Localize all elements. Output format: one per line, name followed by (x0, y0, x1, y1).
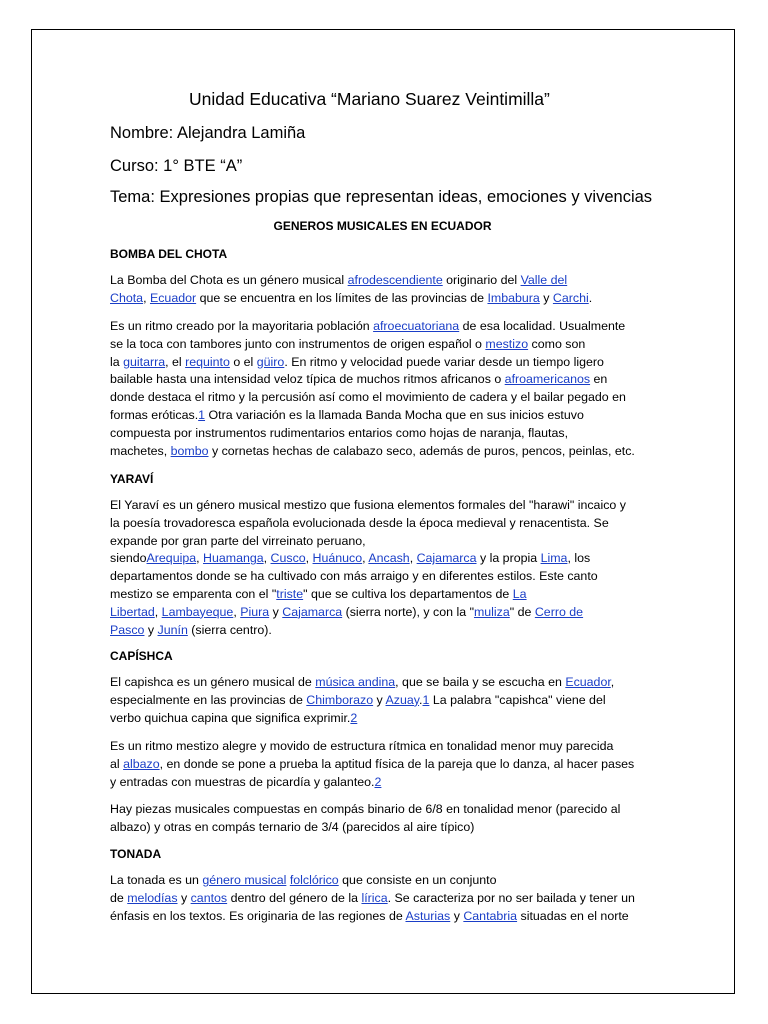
hyperlink[interactable]: Pasco (110, 622, 145, 637)
paragraph (110, 738, 655, 791)
hyperlink[interactable]: Ancash (368, 551, 410, 566)
hyperlink[interactable]: Ecuador (149, 290, 197, 305)
paragraph-line: y entradas con muestras de picardía y galanteo.2 (110, 774, 382, 789)
hyperlink[interactable]: Carchi (552, 290, 589, 305)
hyperlink[interactable]: 1 (198, 407, 206, 422)
hyperlink[interactable]: Cusco (270, 551, 306, 566)
hyperlink[interactable]: género musical (202, 873, 287, 887)
paragraph-line: Es un ritmo mestizo alegre y movido de estructura rítmica en tonalidad menor muy parecida (110, 739, 614, 753)
paragraph-line: El capishca es un género musical de música andina, que se baila y se escucha en Ecuador, (110, 675, 615, 689)
hyperlink[interactable]: Arequipa (146, 551, 197, 566)
hyperlink[interactable]: requinto (185, 354, 230, 369)
paragraph-line: énfasis en los textos. Es originaria de las regiones de Asturias y Cantabria situadas en el norte (110, 908, 629, 923)
hyperlink[interactable]: Cajamarca (282, 604, 343, 619)
paragraph-line: compuesta por instrumentos rudimentarios entarios como hojas de naranja, flautas, (110, 425, 569, 440)
hyperlink[interactable]: Libertad (110, 604, 155, 619)
paragraph (110, 318, 655, 460)
paragraph-line: El Yaraví es un género musical mestizo que fusiona elementos formales del "harawi" incaico y (110, 498, 626, 512)
hyperlink[interactable]: Valle del (520, 273, 568, 287)
paragraph-line: la poesía trovadoresca española evolucionada desde la época medieval y renacentista. Se (110, 515, 609, 530)
hyperlink[interactable]: Imbabura (487, 290, 540, 305)
paragraph-line: albazo) y otras en compás ternario de 3/4 (parecidos al aire típico) (110, 819, 475, 834)
paragraph-line: se la toca con tambores junto con instrumentos de origen español o mestizo como son (110, 336, 586, 351)
paragraph-line: La tonada es un género musical folclórico que consiste en un conjunto (110, 873, 497, 887)
paragraph-line: mestizo se emparenta con el "triste" que se cultiva los departamentos de La (110, 586, 527, 601)
hyperlink[interactable]: Cerro de (534, 604, 584, 619)
hyperlink[interactable]: 2 (350, 710, 358, 725)
hyperlink[interactable]: Chimborazo (306, 692, 374, 707)
hyperlink[interactable]: muliza (473, 604, 510, 619)
paragraph-line: Pasco y Junín (sierra centro). (110, 622, 272, 637)
hyperlink[interactable]: bombo (170, 443, 209, 458)
hyperlink[interactable]: Lambayeque (161, 604, 234, 619)
hyperlink[interactable]: música andina (315, 675, 396, 689)
document-heading: GENEROS MUSICALES EN ECUADOR (273, 219, 492, 233)
school-title: Unidad Educativa “Mariano Suarez Veintimilla” (189, 89, 550, 109)
paragraph-line: verbo quichua capina que significa exprimir.2 (110, 710, 358, 725)
hyperlink[interactable]: lírica (361, 890, 388, 905)
paragraph-line: bailable hasta una intensidad veloz típica de muchos ritmos africanos o afroamericanos en (110, 372, 608, 387)
paragraph-line: La Bomba del Chota es un género musical afrodescendiente originario del Valle del (110, 273, 568, 287)
paragraph (110, 497, 655, 639)
hyperlink[interactable]: afrodescendiente (347, 273, 443, 287)
hyperlink[interactable]: afroamericanos (504, 372, 591, 387)
hyperlink[interactable]: Lima (540, 551, 568, 566)
paragraph-line: departamentos donde se ha cultivado con más arraigo y en diferentes estilos. Este canto (110, 569, 598, 584)
paragraph-line: Chota, Ecuador que se encuentra en los límites de las provincias de Imbabura y Carchi. (110, 290, 593, 305)
paragraph-line: Es un ritmo creado por la mayoritaria población afroecuatoriana de esa localidad. Usualmente (110, 319, 626, 333)
hyperlink[interactable]: güiro (256, 354, 285, 369)
hyperlink[interactable]: Asturias (405, 908, 451, 923)
paragraph-line: machetes, bombo y cornetas hechas de calabazo seco, además de puros, pencos, peinlas, etc. (110, 443, 635, 458)
hyperlink[interactable]: Azuay (385, 692, 420, 707)
paragraph-line: formas eróticas.1 Otra variación es la llamada Banda Mocha que en sus inicios estuvo (110, 407, 584, 422)
hyperlink[interactable]: Cantabria (463, 908, 518, 923)
section-title-capishca: CAPÍSHCA (110, 649, 173, 663)
paragraph-line: de melodías y cantos dentro del género de la lírica. Se caracteriza por no ser bailada y tener un (110, 890, 635, 905)
section-title-bomba: BOMBA DEL CHOTA (110, 247, 228, 261)
hyperlink[interactable]: folclórico (289, 873, 339, 887)
hyperlink[interactable]: Ecuador (565, 675, 611, 689)
paragraph-line: Hay piezas musicales compuestas en compás binario de 6/8 en tonalidad menor (parecido al (110, 802, 621, 816)
paragraph (110, 801, 655, 837)
paragraph-line: especialmente en las provincias de Chimborazo y Azuay.1 La palabra "capishca" viene del (110, 692, 606, 707)
section-title-yaravi: YARAVÍ (110, 472, 154, 486)
hyperlink[interactable]: mestizo (485, 336, 529, 351)
hyperlink[interactable]: Piura (240, 604, 270, 619)
paragraph (110, 674, 655, 727)
section-title-tonada: TONADA (110, 847, 162, 861)
hyperlink[interactable]: Junín (157, 622, 188, 637)
paragraph-line: Libertad, Lambayeque, Piura y Cajamarca (sierra norte), y con la "muliza" de Cerro de (110, 604, 584, 619)
hyperlink[interactable]: albazo (123, 756, 160, 771)
paragraph-line: la guitarra, el requinto o el güiro. En ritmo y velocidad puede variar desde un tiempo ligero (110, 354, 604, 369)
paragraph-line: al albazo, en donde se pone a prueba la aptitud física de la pareja que lo danza, al hacer pases (110, 756, 635, 771)
hyperlink[interactable]: melodías (127, 890, 178, 905)
paragraph (110, 272, 655, 308)
hyperlink[interactable]: cantos (190, 890, 228, 905)
paragraph-line: donde destaca el ritmo y la percusión así como el movimiento de cadera y el bailar pegado en (110, 390, 626, 405)
hyperlink[interactable]: guitarra (123, 354, 166, 369)
paragraph-line: siendoArequipa, Huamanga, Cusco, Huánuco, Ancash, Cajamarca y la propia Lima, los (110, 551, 591, 566)
hyperlink[interactable]: afroecuatoriana (373, 319, 460, 333)
hyperlink[interactable]: 2 (374, 774, 382, 789)
topic-line: Tema: Expresiones propias que representan ideas, emociones y vivencias (110, 188, 653, 206)
course-line: Curso: 1° BTE “A” (110, 157, 243, 175)
hyperlink[interactable]: La (512, 586, 527, 601)
hyperlink[interactable]: Huánuco (312, 551, 363, 566)
paragraph (110, 872, 655, 925)
hyperlink[interactable]: triste (276, 586, 304, 601)
hyperlink[interactable]: 1 (422, 692, 430, 707)
student-name: Nombre: Alejandra Lamiña (110, 124, 306, 142)
hyperlink[interactable]: Chota (110, 290, 144, 305)
hyperlink[interactable]: Cajamarca (416, 551, 477, 566)
hyperlink[interactable]: Huamanga (203, 551, 264, 566)
paragraph-line: expande por gran parte del virreinato peruano, (110, 533, 366, 548)
